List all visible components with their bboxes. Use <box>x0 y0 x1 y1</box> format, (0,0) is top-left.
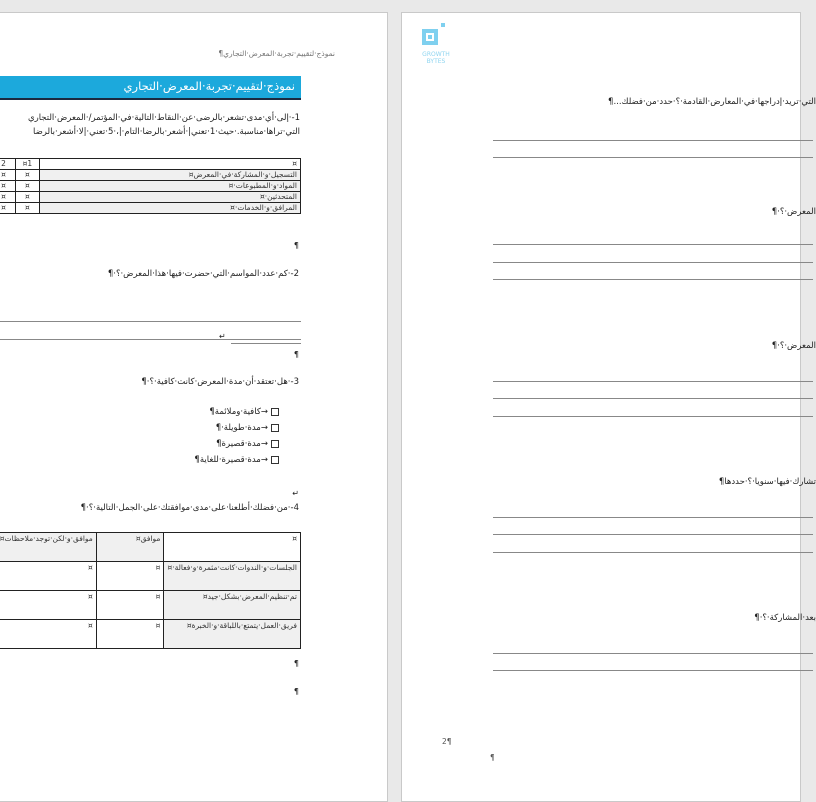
table-header-cell: موافق¤ <box>96 533 164 562</box>
page-number: 2¶ <box>442 737 452 746</box>
row-label: الجلسات·و·الندوات·كانت·مثمرة·و·فعالة·¤ <box>164 562 301 591</box>
table-header-cell: موافق·و·لكن·توجد·ملاحظات¤ <box>0 533 96 562</box>
table-row <box>0 170 301 181</box>
table-row <box>0 562 301 591</box>
answer-line[interactable] <box>493 279 813 280</box>
table-header-cell: ¤ <box>164 533 301 562</box>
logo-dot-icon <box>441 23 445 27</box>
answer-line[interactable] <box>493 670 813 671</box>
table-header-row <box>0 159 301 170</box>
document-title: نموذج·لتقييم·تجربة·المعرض·التجاري <box>123 79 295 93</box>
question-1-line-1: 1-·إلى·أي·مدى·تشعر·بالرضى·عن·النقاط·التالية·في·المؤتمر/·المعرض·التجاري <box>27 113 300 123</box>
table-cell[interactable]: ¤ <box>15 181 39 192</box>
option-label: مدة·طويلة·¶ <box>215 423 261 433</box>
answer-line[interactable] <box>493 157 813 158</box>
answer-line[interactable] <box>493 534 813 535</box>
document-page-right <box>401 12 816 802</box>
agreement-table <box>0 532 301 649</box>
table-cell[interactable]: ¤ <box>0 203 15 214</box>
table-cell[interactable]: ¤ <box>15 203 39 214</box>
row-label: المتحدثين·¤ <box>39 192 300 203</box>
paragraph-mark: ¶ <box>293 350 299 359</box>
option-long[interactable]: →مدة·طويلة·¶ <box>216 423 279 434</box>
row-label: فريق·العمل·يتمتع·باللباقة·و·الخبرة¤ <box>164 620 301 649</box>
table-cell[interactable]: ¤ <box>15 170 39 181</box>
option-very-short[interactable]: →مدة·قصيرة·للغاية¶ <box>194 455 279 466</box>
answer-line[interactable] <box>0 339 301 340</box>
paragraph-mark: ¶ <box>293 241 299 250</box>
question-6: المعرض·؟·¶ <box>771 207 816 217</box>
table-cell[interactable]: ¤ <box>0 170 15 181</box>
question-7: المعرض·؟·¶ <box>771 341 816 351</box>
answer-line[interactable] <box>493 653 813 654</box>
satisfaction-table <box>0 158 301 214</box>
row-label: التسجيل·و·المشاركة·في·المعرض¤ <box>39 170 300 181</box>
table-cell[interactable]: ¤ <box>0 181 15 192</box>
answer-line[interactable] <box>493 517 813 518</box>
table-cell[interactable]: ¤ <box>0 620 96 649</box>
title-bar <box>0 76 301 100</box>
document-page-left <box>0 12 388 802</box>
line-break-mark: ↵ <box>219 332 226 341</box>
option-label: كافية·وملائمة¶ <box>209 407 261 417</box>
table-row <box>0 192 301 203</box>
answer-line[interactable] <box>493 552 813 553</box>
checkbox[interactable] <box>271 456 279 464</box>
answer-line[interactable] <box>493 262 813 263</box>
answer-line[interactable] <box>231 343 301 344</box>
line-break-mark: ↵ <box>292 489 299 498</box>
option-adequate[interactable]: →كافية·وملائمة¶ <box>209 407 279 418</box>
paragraph-mark: ¶ <box>293 687 299 696</box>
logo-text-line2: BYTES <box>426 58 446 65</box>
table-cell[interactable]: ¤ <box>96 620 164 649</box>
option-label: مدة·قصيرة¶ <box>216 439 261 449</box>
running-header: نموذج·لتقييم·تجربة·المعرض·التجاري¶ <box>218 49 335 58</box>
table-header-cell: 2 <box>0 159 15 170</box>
answer-line[interactable] <box>493 244 813 245</box>
row-label: تم·تنظيم·المعرض·بشكل·جيد¤ <box>164 591 301 620</box>
checkbox[interactable] <box>271 424 279 432</box>
table-cell[interactable]: ¤ <box>0 591 96 620</box>
table-cell[interactable]: ¤ <box>0 192 15 203</box>
question-4: 4-·من·فضلك·أطلعنا·على·مدى·موافقتك·على·الجمل·التالية·؟·¶ <box>80 503 299 513</box>
table-row <box>0 620 301 649</box>
table-row <box>0 591 301 620</box>
table-header-cell: ¤ <box>39 159 300 170</box>
question-3: 3-·هل·تعتقد·أن·مدة·المعرض·كانت·كافية·؟·¶ <box>141 377 299 387</box>
option-short[interactable]: →مدة·قصيرة¶ <box>216 439 279 450</box>
table-cell[interactable]: ¤ <box>96 562 164 591</box>
answer-line[interactable] <box>493 140 813 141</box>
question-5: التي·تريد·إدراجها·في·المعارض·القادمة·؟·حدد·من·فضلك...¶ <box>608 97 816 107</box>
answer-line[interactable] <box>0 321 301 322</box>
checkbox[interactable] <box>271 440 279 448</box>
question-8: تشارك·فيها·سنويا·؟·حددها¶ <box>718 477 816 487</box>
row-label: المواد·و·المطبوعات·¤ <box>39 181 300 192</box>
question-9: بعد·المشاركة·؟·¶ <box>754 613 816 623</box>
row-label: المرافق·و·الخدمات·¤ <box>39 203 300 214</box>
table-cell[interactable]: ¤ <box>96 591 164 620</box>
answer-line[interactable] <box>493 416 813 417</box>
table-header-row <box>0 533 301 562</box>
question-2: 2-·كم·عدد·المواسم·التي·حضرت·فيها·هذا·المعرض·؟·¶ <box>107 269 299 279</box>
checkbox[interactable] <box>271 408 279 416</box>
paragraph-mark: ¶ <box>490 753 495 762</box>
paragraph-mark: ¶ <box>293 659 299 668</box>
table-header-cell: ¤1 <box>15 159 39 170</box>
logo-text-line1: GROWTH <box>422 51 450 58</box>
table-cell[interactable]: ¤ <box>15 192 39 203</box>
question-1-line-2: التي·تراها·مناسبة.·حيث·1·تعني|·أشعر·بالرضا·التام·|،·5·تعني·|لا·أشعر·بالرضا <box>33 127 300 137</box>
table-row <box>0 203 301 214</box>
option-label: مدة·قصيرة·للغاية¶ <box>194 455 261 465</box>
table-cell[interactable]: ¤ <box>0 562 96 591</box>
answer-line[interactable] <box>493 381 813 382</box>
table-row <box>0 181 301 192</box>
logo-square-icon <box>422 29 438 45</box>
answer-line[interactable] <box>493 398 813 399</box>
